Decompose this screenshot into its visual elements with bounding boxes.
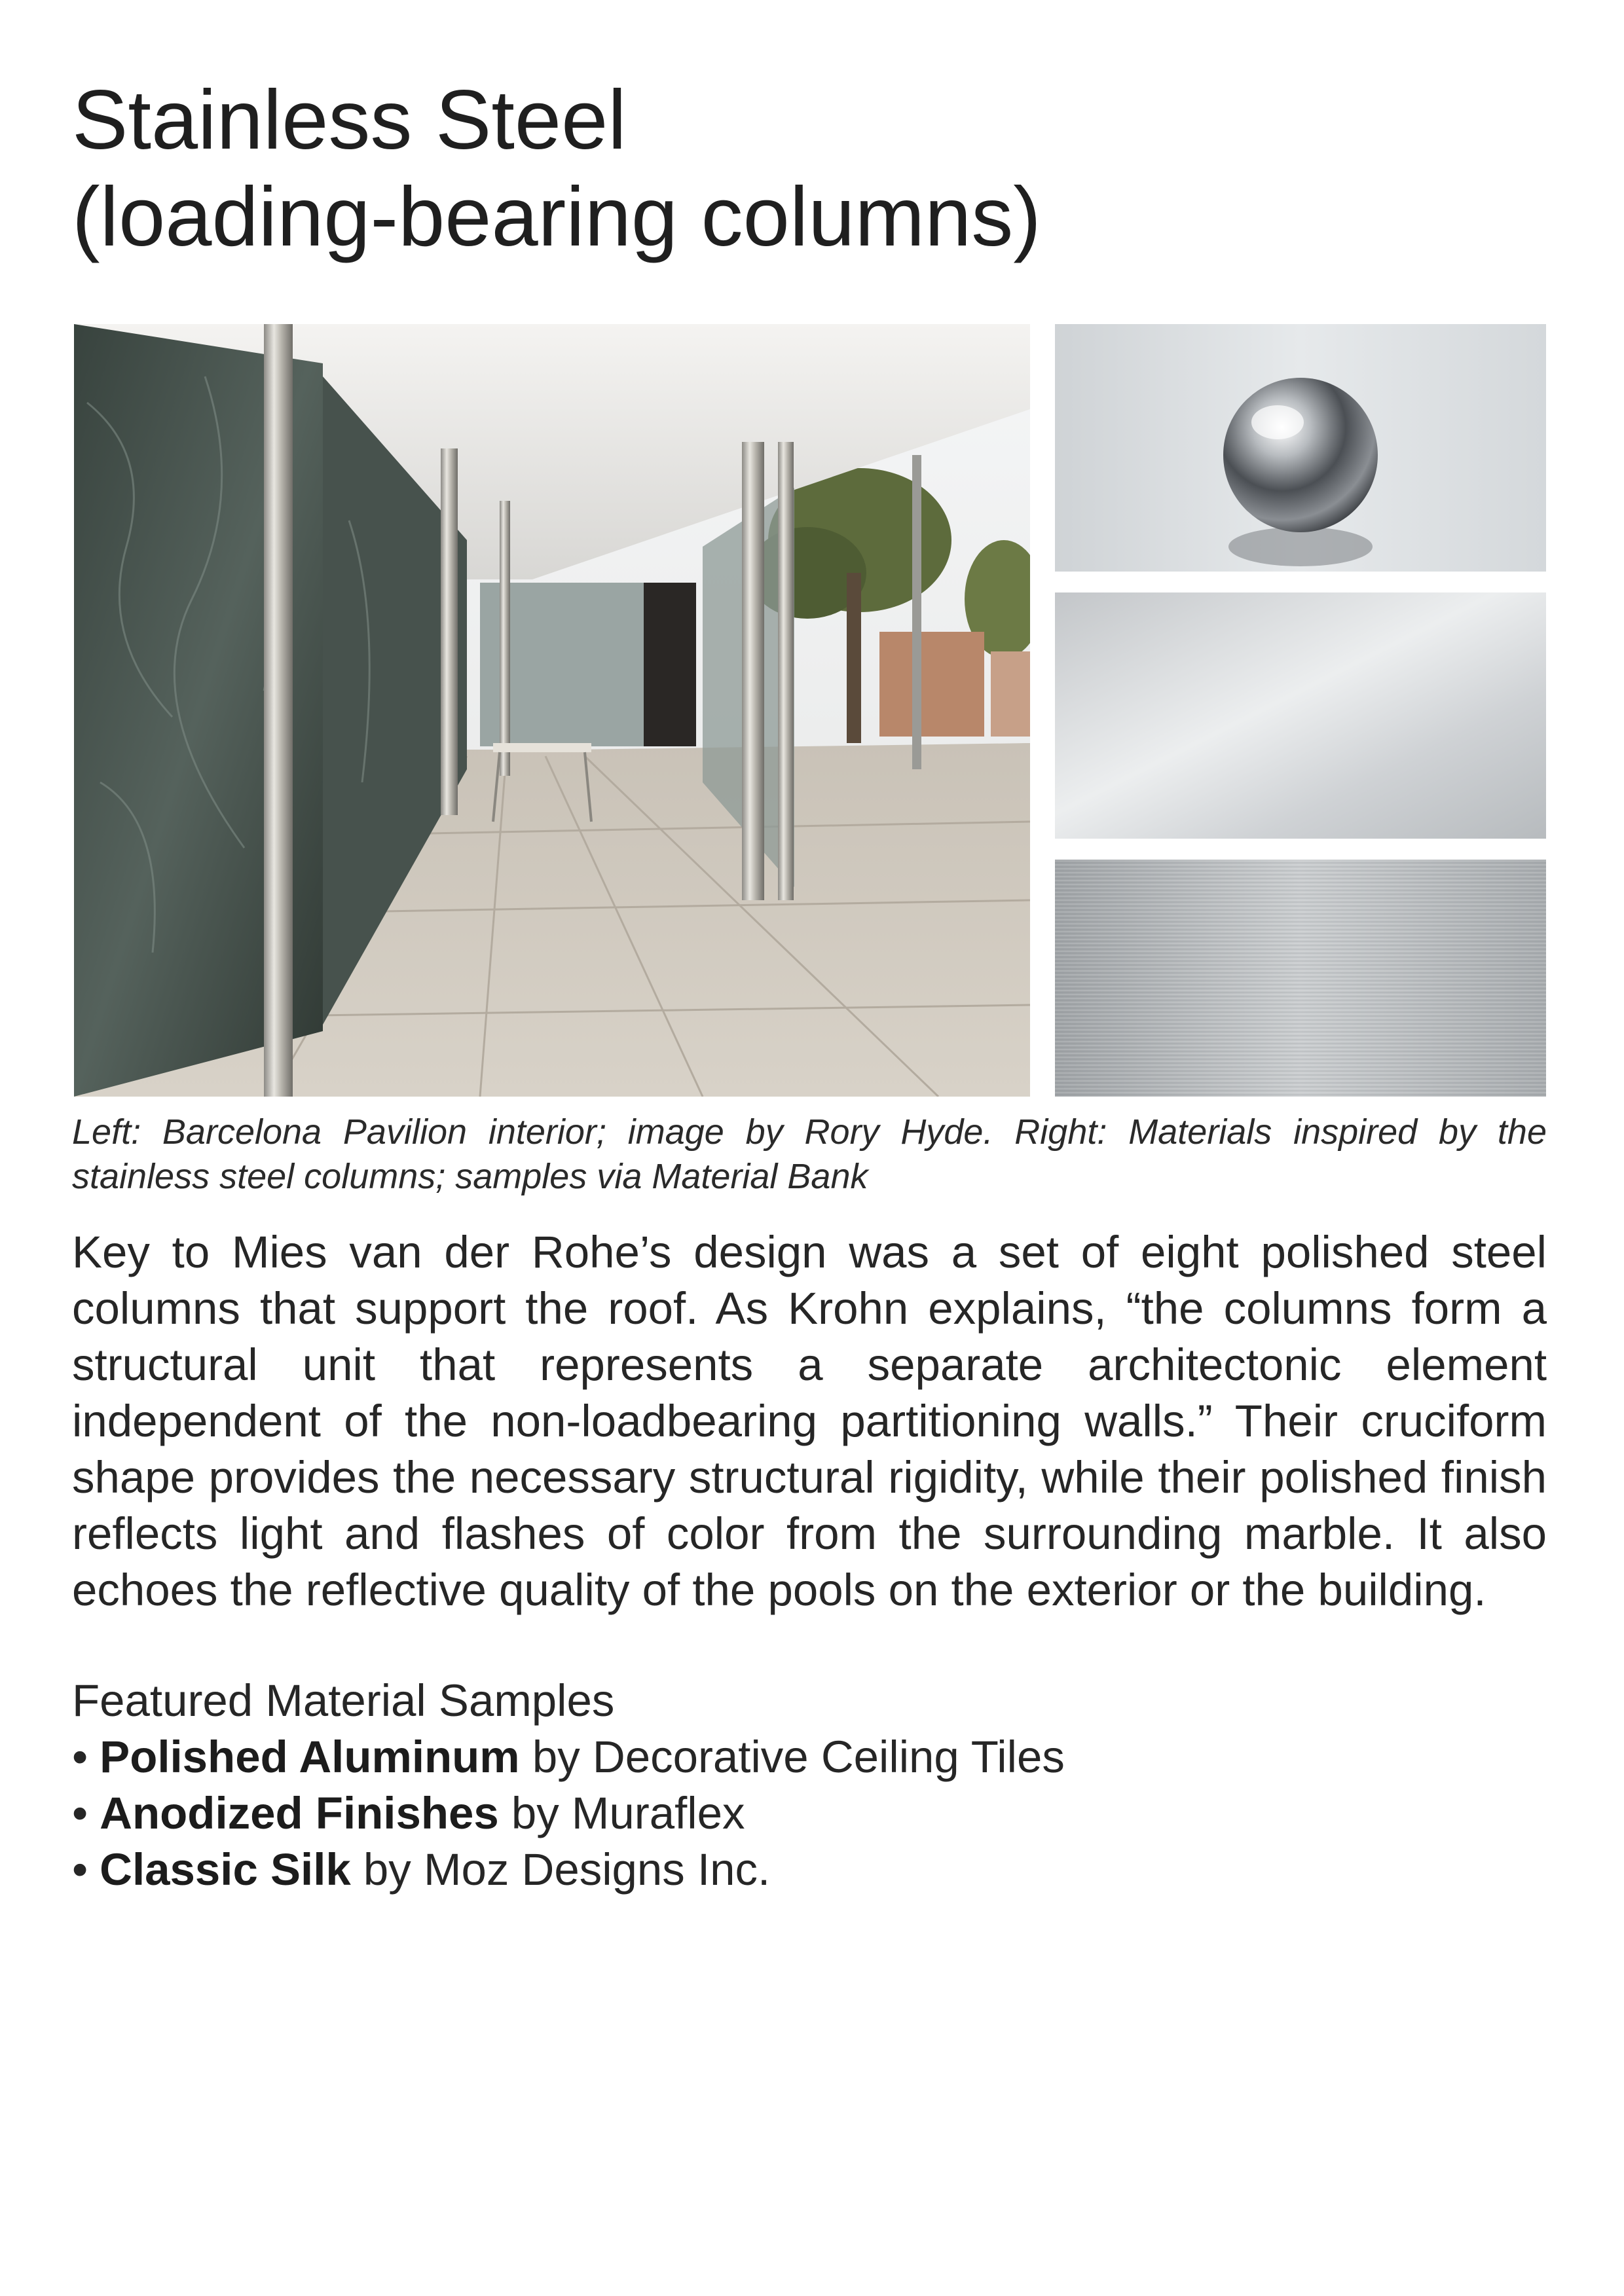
sample-name: Polished Aluminum: [100, 1732, 520, 1782]
bullet: •: [72, 1732, 88, 1782]
body-paragraph: Key to Mies van der Rohe’s design was a set of eight polished steel columns that support the roof. As Krohn explains, “the columns form a structural unit that represents a separate architectonic element independent of the non-loadbearing partitioning walls.” Their cruciform shape provides the necessary structural rigidity, while their polished finish reflects light and flashes of color from the surrounding marble. It also echoes the reflective quality of the pools on the exterior or the building.: [72, 1227, 1547, 1615]
list-item: [72, 1785, 1547, 1842]
page-title: [72, 72, 1552, 266]
list-item: [72, 1842, 1547, 1898]
classic-silk-sample: [1055, 860, 1546, 1097]
sample-name: Classic Silk: [100, 1844, 351, 1895]
brushed-metal-illustration: [1055, 860, 1546, 1097]
list-item: [72, 1729, 1547, 1785]
sample-maker: by Decorative Ceiling Tiles: [519, 1732, 1065, 1782]
bullet: •: [72, 1788, 88, 1838]
page-title-line-2: (loading-bearing columns): [72, 170, 1041, 264]
anodized-finishes-sample: [1055, 592, 1546, 839]
polished-aluminum-sample: [1055, 324, 1546, 572]
sample-name: Anodized Finishes: [100, 1788, 499, 1838]
anodized-illustration: [1055, 592, 1546, 839]
pavilion-illustration: [74, 324, 1030, 1097]
sphere-illustration: [1055, 324, 1546, 572]
sample-maker: by Moz Designs Inc.: [350, 1844, 771, 1895]
bullet: •: [72, 1844, 88, 1895]
samples-heading: Featured Material Samples: [72, 1675, 615, 1726]
image-caption: Left: Barcelona Pavilion interior; image by Rory Hyde. Right: Materials inspired by the stainless steel columns; samples via Material Bank: [72, 1112, 1547, 1196]
featured-samples: [72, 1673, 1547, 1898]
barcelona-pavilion-photo: [74, 324, 1030, 1097]
sample-maker: by Muraflex: [498, 1788, 745, 1838]
samples-list: [72, 1729, 1547, 1898]
page-title-line-1: Stainless Steel: [72, 73, 627, 167]
